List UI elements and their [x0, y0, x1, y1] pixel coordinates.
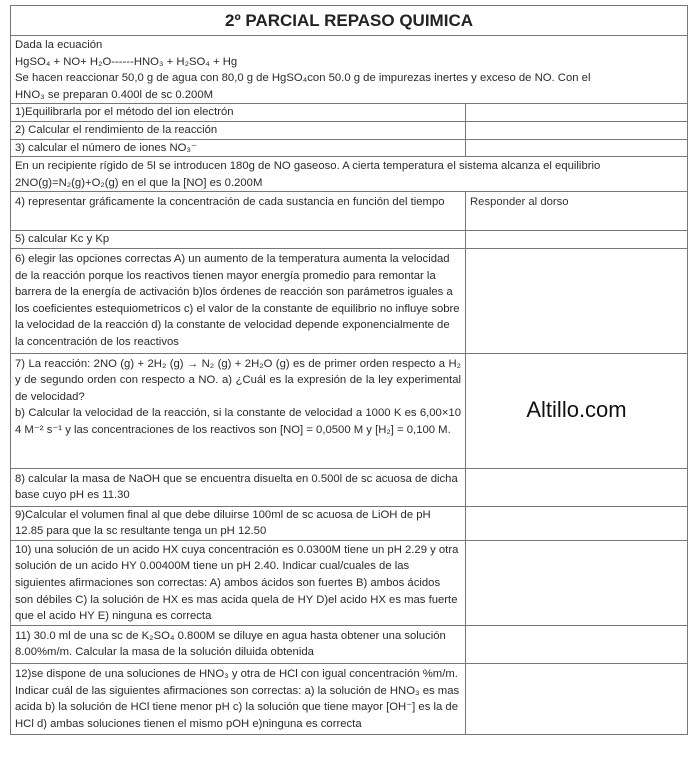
question-row	[11, 248, 688, 353]
exam-table	[10, 5, 688, 735]
question-row	[11, 139, 688, 157]
intro-line: Dada la ecuación	[15, 39, 103, 51]
intro-line: En un recipiente rígido de 5l se introducen 180g de NO gaseoso. A cierta temperatura el sistema alcanza el equilibrio	[15, 160, 601, 173]
question-row	[11, 231, 688, 249]
intro-equation: HgSO₄ + NO+ H₂O------HNO₃ + H₂SO₄ + Hg	[15, 55, 238, 68]
question-row	[11, 121, 688, 139]
question-9: 9)Calcular el volumen final al que debe diluirse 100ml de sc acuosa de LiOH de pH 12.85 para que la sc resultante tenga un pH 12.50	[11, 506, 466, 540]
question-row	[11, 468, 688, 506]
question-11: 11) 30.0 ml de una sc de K₂SO₄ 0.800M se diluye en agua hasta obtener una solución 8.00%m/m. Calcular la masa de la solución diluida obtenida	[11, 625, 466, 663]
question-row	[11, 104, 688, 122]
answer-cell	[466, 121, 688, 139]
answer-cell	[466, 468, 688, 506]
answer-cell	[466, 664, 688, 735]
answer-cell	[466, 506, 688, 540]
question-5: 5) calcular Kc y Kp	[11, 231, 466, 249]
intro-line: HNO₃ se preparan 0.400l de sc 0.200M	[15, 88, 214, 101]
question-row	[11, 664, 688, 735]
question-1: 1)Equilibrarla por el método del ion electrón	[11, 104, 466, 122]
question-7	[11, 353, 466, 468]
question-row	[11, 192, 688, 231]
page-title: 2º PARCIAL REPASO QUIMICA	[11, 6, 688, 36]
answer-cell	[466, 231, 688, 249]
answer-note: Responder al dorso	[466, 192, 688, 231]
question-row	[11, 506, 688, 540]
question-row	[11, 353, 688, 468]
answer-cell	[466, 248, 688, 353]
equation-intro	[11, 36, 688, 104]
intro-equation: 2NO(g)=N₂(g)+O₂(g) en el que la [NO] es 0.200M	[15, 176, 263, 189]
question-3: 3) calcular el número de iones NO₃⁻	[11, 139, 466, 157]
question-8: 8) calcular la masa de NaOH que se encuentra disuelta en 0.500l de sc acuosa de dicha base cuyo pH es 11.30	[11, 468, 466, 506]
question-4: 4) representar gráficamente la concentración de cada sustancia en función del tiempo	[11, 192, 466, 231]
question-10: 10) una solución de un acido HX cuya concentración es 0.0300M tiene un pH 2.29 y otra solución de un acido HY 0.00400M tiene un pH 2.40. Indicar cual/cuales de las siguientes afirmaciones son correctas: A) ambos ácidos son fuertes B) ambos ácidos son débiles C) la solución de HX es mas acida quela de HY D)el acido HX es mas fuerte que el acido HY E) ninguna es correcta	[11, 540, 466, 625]
answer-cell	[466, 104, 688, 122]
question-6: 6) elegir las opciones correctas A) un aumento de la temperatura aumenta la velocidad de la reacción porque los reactivos tienen mayor energía promedio para remontar la barrera de la energía de activación b)los órdenes de reacción son parámetros iguales a los coeficientes estequiometricos c) el valor de la constante de equilibrio no influye sobre la velocidad de la reacción d) la constante de velocidad depende exponencialmente de la concentración de los reactivos	[11, 248, 466, 353]
answer-cell	[466, 625, 688, 663]
equilibrium-intro	[11, 157, 688, 192]
question-2: 2) Calcular el rendimiento de la reacción	[11, 121, 466, 139]
answer-cell	[466, 139, 688, 157]
question-7a: 7) La reacción: 2NO (g) + 2H₂ (g) → N₂ (g) + 2H₂O (g) es de primer orden respecto a H₂ y de segundo orden con respecto a NO. a) ¿Cuál es la expresión de la ley experimental de velocidad?	[15, 357, 461, 403]
question-7b: b) Calcular la velocidad de la reacción, si la constante de velocidad a 1000 K es 6,00×10 4 M⁻² s⁻¹ y las concentraciones de los reactivos son [NO] = 0,0500 M y [H₂] = 0,100 M.	[15, 407, 461, 436]
question-12: 12)se dispone de una soluciones de HNO₃ y otra de HCl con igual concentración %m/m. Indicar cuál de las siguientes afirmaciones son correctas: a) la solución de HNO₃ es mas acida b) la solución de HCl tiene menor pH c) la solución que tiene mayor [OH⁻] es la de HCl d) ambas soluciones tienen el mismo pOH e)ninguna es correcta	[11, 664, 466, 735]
question-row	[11, 540, 688, 625]
watermark-logo: Altillo.com	[466, 353, 688, 468]
question-row	[11, 625, 688, 663]
intro-line: Se hacen reaccionar 50,0 g de agua con 80,0 g de HgSO₄con 50.0 g de impurezas inertes y exceso de NO. Con el	[15, 72, 591, 85]
answer-cell	[466, 540, 688, 625]
